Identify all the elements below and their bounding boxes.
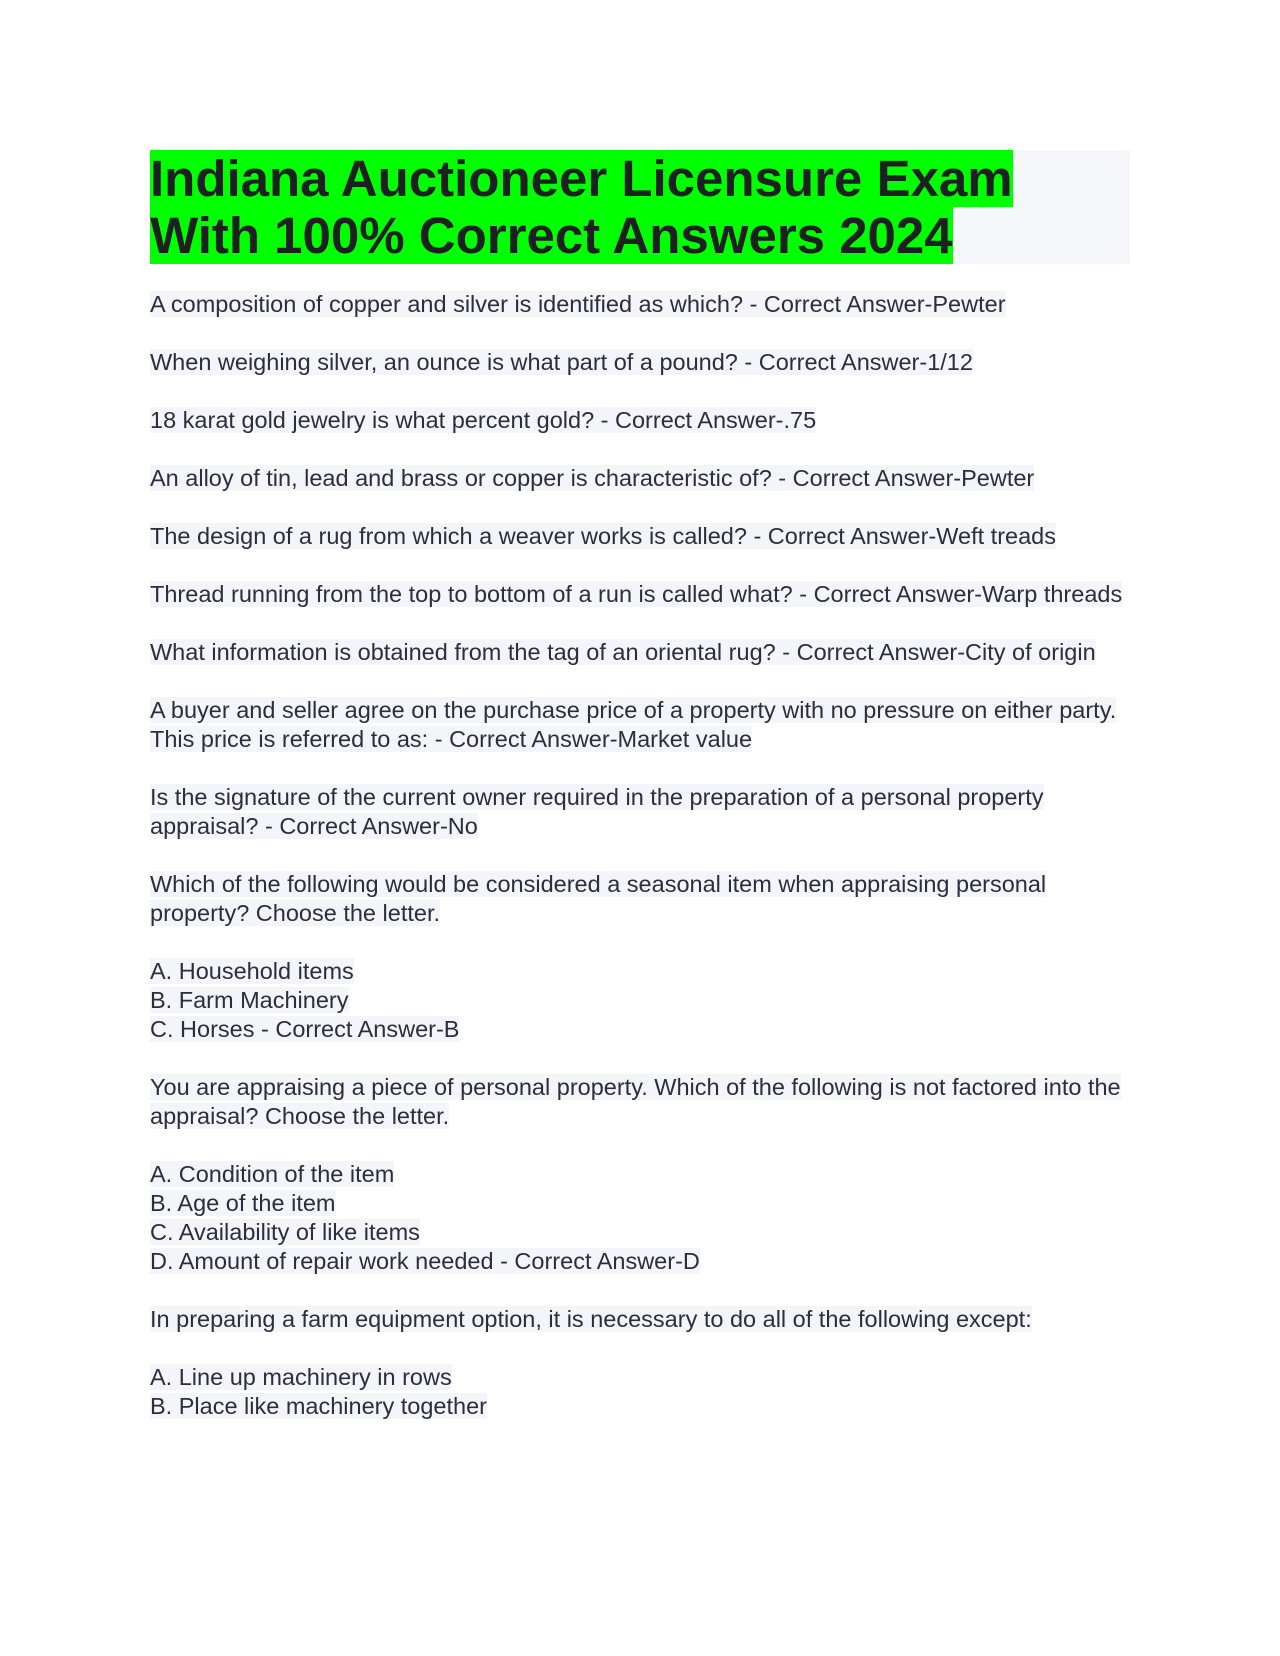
qa-text: Which of the following would be considered a seasonal item when appraising personal property? Choose the letter.	[150, 871, 1047, 926]
qa-item	[150, 1305, 1130, 1334]
qa-item	[150, 696, 1130, 754]
option-item: A. Line up machinery in rows	[150, 1364, 452, 1390]
qa-item	[150, 464, 1130, 493]
qa-text: An alloy of tin, lead and brass or copper is characteristic of? - Correct Answer-Pewter	[150, 465, 1035, 491]
title-block	[150, 150, 1130, 264]
qa-text: The design of a rug from which a weaver works is called? - Correct Answer-Weft treads	[150, 523, 1056, 549]
option-item: B. Age of the item	[150, 1190, 336, 1216]
options-list	[150, 957, 1130, 1044]
qa-item	[150, 348, 1130, 377]
option-item: A. Condition of the item	[150, 1161, 395, 1187]
qa-item	[150, 870, 1130, 928]
qa-text: Is the signature of the current owner required in the preparation of a personal property appraisal? - Correct Answer-No	[150, 784, 1044, 839]
qa-text: A composition of copper and silver is identified as which? - Correct Answer-Pewter	[150, 291, 1006, 317]
qa-text: In preparing a farm equipment option, it is necessary to do all of the following except:	[150, 1306, 1032, 1332]
document-title	[150, 150, 1130, 264]
document-page	[150, 150, 1130, 1450]
qa-item	[150, 783, 1130, 841]
title-highlight: Indiana Auctioneer Licensure Exam With 100% Correct Answers 2024	[150, 150, 1013, 264]
qa-text: A buyer and seller agree on the purchase price of a property with no pressure on either party. This price is referred to as: - Correct Answer-Market value	[150, 697, 1117, 752]
qa-item	[150, 522, 1130, 551]
qa-text: What information is obtained from the tag of an oriental rug? - Correct Answer-City of origin	[150, 639, 1096, 665]
qa-item	[150, 406, 1130, 435]
qa-item	[150, 580, 1130, 609]
options-list	[150, 1160, 1130, 1276]
options-list	[150, 1363, 1130, 1421]
qa-text: When weighing silver, an ounce is what part of a pound? - Correct Answer-1/12	[150, 349, 973, 375]
option-item: A. Household items	[150, 958, 354, 984]
qa-text: You are appraising a piece of personal property. Which of the following is not factored into the appraisal? Choose the letter.	[150, 1074, 1121, 1129]
option-item: D. Amount of repair work needed - Correct Answer-D	[150, 1248, 700, 1274]
option-item: C. Availability of like items	[150, 1219, 420, 1245]
qa-item	[150, 1073, 1130, 1131]
qa-item	[150, 638, 1130, 667]
qa-text: Thread running from the top to bottom of a run is called what? - Correct Answer-Warp threads	[150, 581, 1123, 607]
option-item: C. Horses - Correct Answer-B	[150, 1016, 460, 1042]
qa-text: 18 karat gold jewelry is what percent gold? - Correct Answer-.75	[150, 407, 817, 433]
option-item: B. Place like machinery together	[150, 1393, 487, 1419]
option-item: B. Farm Machinery	[150, 987, 349, 1013]
qa-item	[150, 290, 1130, 319]
